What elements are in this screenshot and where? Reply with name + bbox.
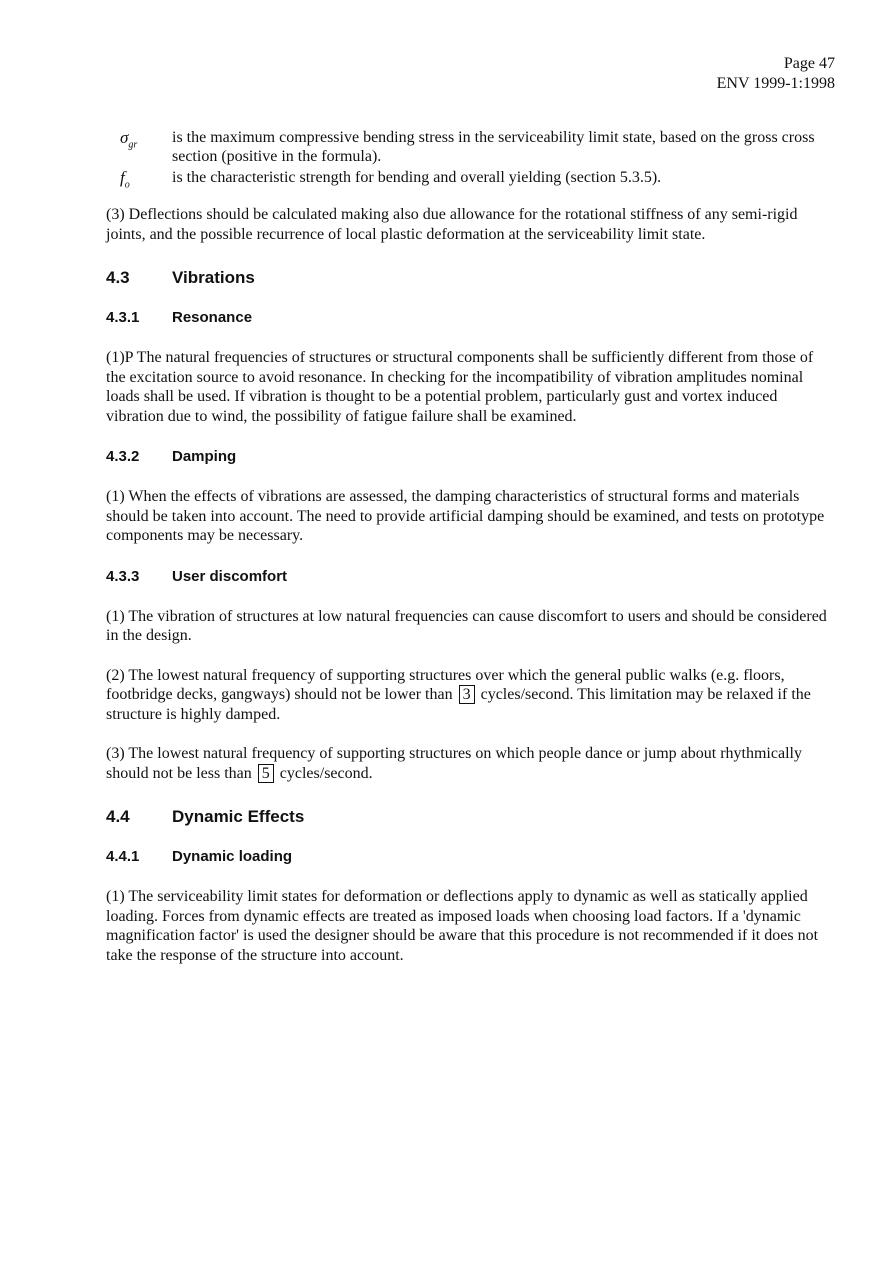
heading-4-3-2: 4.3.2 Damping [106, 448, 237, 465]
definition-sigma-gr [106, 128, 826, 166]
heading-4-4-1: 4.4.1 Dynamic loading [106, 848, 293, 865]
definition-f-o [106, 168, 826, 191]
symbol: $f_o$ [120, 168, 130, 191]
page-header [717, 54, 835, 94]
heading-4-3: 4.3 Vibrations [106, 268, 255, 287]
boxed-value: 5 [258, 764, 274, 783]
paragraph-resonance: (1)P The natural frequencies of structures or structural components shall be sufficiently different from those of the excitation source to avoid resonance. In checking for the incompatibility of vibration amplitudes nominal loads shall be used. If vibration is thought to be a potential problem, particularly gust and vortex induced vibration due to wind, the possibility of fatigue failure shall be examined. [106, 349, 814, 425]
heading-4-4: 4.4 Dynamic Effects [106, 807, 305, 826]
symbol: $\sigma_{gr}$ [120, 128, 138, 151]
paragraph-deflections: (3) Deflections should be calculated making also due allowance for the rotational stiffness of any semi-rigid joints, and the possible recurrence of local plastic deformation at the serviceability limit state. [106, 206, 798, 243]
paragraph-discomfort-3: (3) The lowest natural frequency of supporting structures on which people dance or jump about rhythmically should not be less than 5 cycles/second. [106, 745, 802, 782]
symbol-definitions [106, 128, 826, 189]
standard-code: ENV 1999-1:1998 [716, 75, 835, 92]
definition-text: is the characteristic strength for bending and overall yielding (section 5.3.5). [172, 169, 662, 186]
heading-4-3-3: 4.3.3 User discomfort [106, 567, 288, 585]
heading-4-3-1: 4.3.1 Resonance [106, 309, 253, 326]
main-content [106, 205, 830, 965]
paragraph-damping: (1) When the effects of vibrations are assessed, the damping characteristics of structural forms and materials should be taken into account. The need to provide artificial damping should be examined, and tests on prototype components may be necessary. [106, 488, 825, 544]
page-number: Page 47 [783, 55, 835, 72]
paragraph-dynamic-loading: (1) The serviceability limit states for deformation or deflections apply to dynamic as well as statically applied loading. Forces from dynamic effects are treated as imposed loads when choosing load factors. If a 'dynamic magnification factor' is used the designer should be aware that this procedure is not recommended if it does not take the response of the structure into account. [106, 888, 819, 964]
definition-text: is the maximum compressive bending stress in the serviceability limit state, based on the gross cross section (positive in the formula). [172, 129, 815, 165]
boxed-value: 3 [459, 685, 475, 704]
paragraph-discomfort-2: (2) The lowest natural frequency of supporting structures over which the general public walks (e.g. floors, footbridge decks, gangways) should not be lower than 3 cycles/second. This limitation may be relaxed if the structure is highly damped. [106, 666, 811, 723]
paragraph-discomfort-1: (1) The vibration of structures at low natural frequencies can cause discomfort to users and should be considered in the design. [106, 607, 827, 644]
